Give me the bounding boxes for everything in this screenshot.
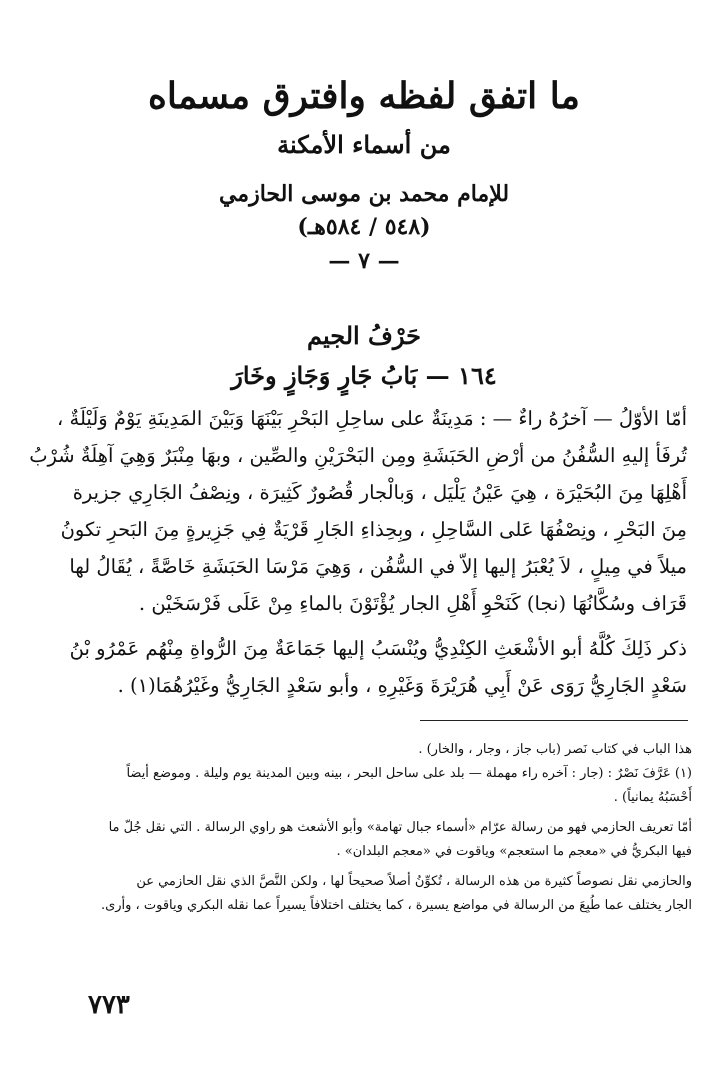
- text-line: مِنَ البَحْرِ ، ونِصْفُهَا عَلى السَّاحِلِ ، وبِحِذاءِ الجَارِ قَرْيَةٌ فِي جَزِيرةٍ مِنَ البَحرِ تكونُ: [60, 518, 687, 541]
- footnote-line: أَحْسَبُهُ يمانياً) .: [613, 790, 692, 805]
- page-number: ٧٧٣: [88, 990, 130, 1020]
- footnote-line: فيها البكريُّ في «معجم ما استعجم» وياقوت في «معجم البلدان» .: [336, 844, 692, 859]
- text-line: أَهْلِهَا مِنَ البُحَيْرَة ، هِيَ عَيْنُ يَلْيَل ، وَبالْجار قُصُورٌ كَثِيرَة ، ونِصْفُ الجَارِي جزيرة: [72, 481, 687, 504]
- body-text: [29, 400, 687, 704]
- sub-title: من أسماء الأمكنة: [277, 130, 451, 159]
- footnotes: [100, 738, 692, 918]
- paragraph-2: [69, 630, 687, 704]
- author-line: للإمام محمد بن موسى الحازمي: [218, 181, 510, 207]
- author-dates: (٥٤٨ / ٥٨٤هـ): [297, 214, 431, 240]
- letter-heading: حَرْفُ الجيم: [307, 321, 421, 350]
- footnote-line: (١) عَرَّفَ نَصْرٌ : (جار : آخره راء مهملة — بلد على ساحل البحر ، بينه وبين المدينة يوم وليلة . وموضع أيضاً: [126, 766, 692, 781]
- text-line: ميلاً في مِيلٍ ، لاَ يُعْبَرُ إليها إلاّ في السُّفُن ، وَهِيَ مَرْسَا الحَبَشَةِ خَاصَّةً ، يُقَالُ لها: [69, 555, 687, 578]
- paragraph-1: [29, 400, 687, 622]
- footnote-divider: [420, 720, 688, 721]
- text-line: قَرَاف وسُكَّانُهَا (نجا) كَنَحْوِ أَهْلِ الجار يُؤْتَوْنَ بالماءِ مِنْ عَلَى فَرْسَخَيْن .: [138, 592, 687, 615]
- text-line: أمّا الأوّلُ — آخرُهُ راءٌ — : مَدِينَةٌ على ساحِلِ البَحْرِ بَيْنَهَا وَبَيْنَ المَدِينَةِ يَوْمٌ وَلَيْلَةٌ ،: [57, 407, 687, 430]
- text-line: تُرفَأ إليهِ السُّفُنُ من أرْضِ الحَبَشَةِ ومِن البَحْرَيْنِ والصِّين ، وبهَا مِنْبَرٌ وَهِيَ آهِلَةٌ شُرْبُ: [29, 444, 687, 467]
- footnote-line: أمّا تعريف الحازمي فهو من رسالة عرّام «أسماء جبال تهامة» وأبو الأشعث هو راوي الرسالة . التي نقل جُلّ ما: [108, 820, 692, 835]
- title-block: [0, 70, 728, 276]
- main-title: ما اتفق لفظه وافترق مسماه: [148, 75, 580, 117]
- part-number: — ٧ —: [328, 248, 400, 274]
- footnote-line: هذا الباب في كتاب نَصر (باب جاز ، وجار ، والخار) .: [418, 742, 692, 757]
- footnote-line: الجار يختلف عما طُبِعَ من الرسالة في مواضع يسيرة ، كما يختلف اختلافاً يسيراً عما نقله البكري وياقوت ، وأرى.: [100, 898, 692, 913]
- chapter-heading: ١٦٤ — بَابُ جَارٍ وَجَازٍ وخَارَ: [231, 361, 497, 390]
- text-line: سَعْدٍ الجَارِيُّ رَوَى عَنْ أَبِي هُرَيْرَةَ وَغَيْرِهِ ، وأبو سَعْدٍ الجَارِيُّ وغَيْرُهُمَا(١) .: [117, 674, 687, 697]
- text-line: ذكر ذَلِكَ كُلَّهُ أبو الأشْعَثِ الكِنْدِيُّ ويُنْسَبُ إليها جَمَاعَةٌ مِنَ الرُّواةِ مِنْهُم عَمْرُو بْنُ: [69, 637, 687, 660]
- footnote-line: والحازمي نقل نصوصاً كثيرة من هذه الرسالة ، تُكوِّنُ أصلاً صحيحاً لها ، ولكن النَّصَّ الذي نقل الحازمي عن: [136, 874, 692, 889]
